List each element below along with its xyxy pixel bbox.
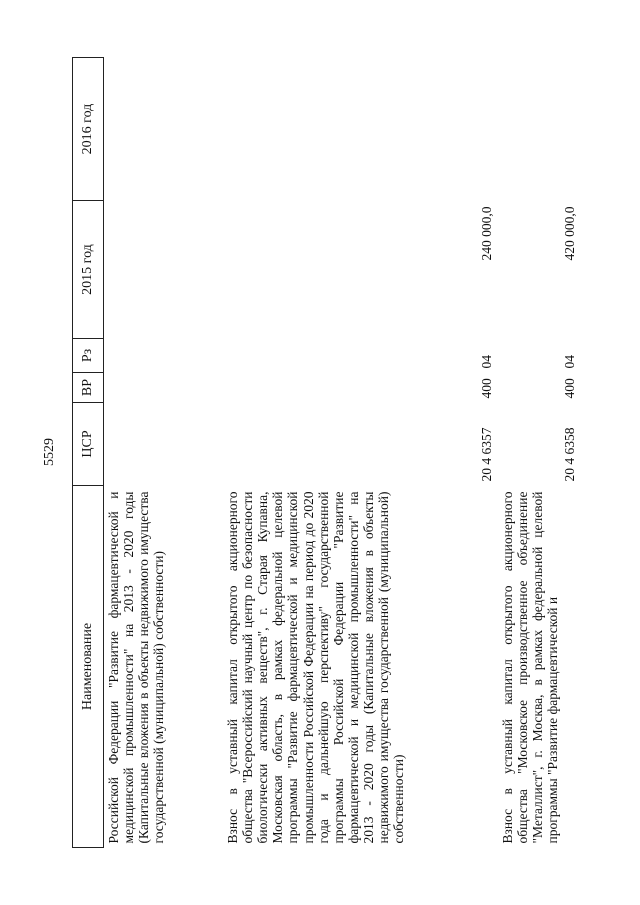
row-vr: 400 xyxy=(561,378,577,399)
header-csr: ЦСР xyxy=(73,403,104,486)
budget-table-frame xyxy=(72,58,620,848)
row-2016 xyxy=(221,58,496,201)
row-csr: 20 4 6358 xyxy=(561,427,577,482)
row-name: Взнос в уставный капитал открытого акционерного общества "Всероссийский научный центр по безопасности биологически активных веществ", г. Старая Купавна, Московская область, в рамках федеральной целевой программы "Развитие фармацевтической и медицинской промышленности Российской Федерации на период до 2020 года и дальнейшую перспективу" государственной программы Российской Федерации "Развитие фармацевтической и медицинской промышленности" на 2013 - 2020 годы (Капитальные вложения в объекты недвижимого имущества государственной (муниципальной) собственности) xyxy=(225,491,407,844)
budget-table xyxy=(72,57,579,848)
row-2016 xyxy=(496,58,579,201)
row-csr: 20 4 6357 xyxy=(478,427,494,482)
row-name: Взнос в уставный капитал открытого акционерного общества "Московское производственное объединение "Металлист", г. Москва, в рамках федеральной целевой программы "Развитие фармацевтической и xyxy=(500,491,561,844)
page-number-container xyxy=(40,438,60,466)
row-csr xyxy=(104,403,222,486)
row-rz: 04 xyxy=(478,355,494,369)
header-2016: 2016 год xyxy=(73,58,104,201)
table-header-row xyxy=(73,58,104,848)
row-vr: 400 xyxy=(478,378,494,399)
row-2015 xyxy=(104,201,222,339)
row-2015: 240 000,0 xyxy=(478,206,494,261)
page-number: 5529 xyxy=(42,438,57,466)
row-2016 xyxy=(104,58,222,201)
table-row xyxy=(221,58,496,848)
row-vr xyxy=(104,373,222,403)
header-2015: 2015 год xyxy=(73,201,104,339)
row-rz: 04 xyxy=(561,355,577,369)
row-rz xyxy=(104,339,222,373)
table-row xyxy=(104,58,222,848)
table-row xyxy=(496,58,579,848)
header-vr: ВР xyxy=(73,373,104,403)
header-name: Наименование xyxy=(73,486,104,848)
header-rz: Рз xyxy=(73,339,104,373)
budget-table-container xyxy=(72,58,620,848)
row-name: Российской Федерации "Развитие фармацевтической и медицинской промышленности" на 2013 - 2020 годы (Капитальные вложения в объекты недвижимого имущества государственной (муниципальной) собственности) xyxy=(106,491,167,844)
row-2015: 420 000,0 xyxy=(561,206,577,261)
